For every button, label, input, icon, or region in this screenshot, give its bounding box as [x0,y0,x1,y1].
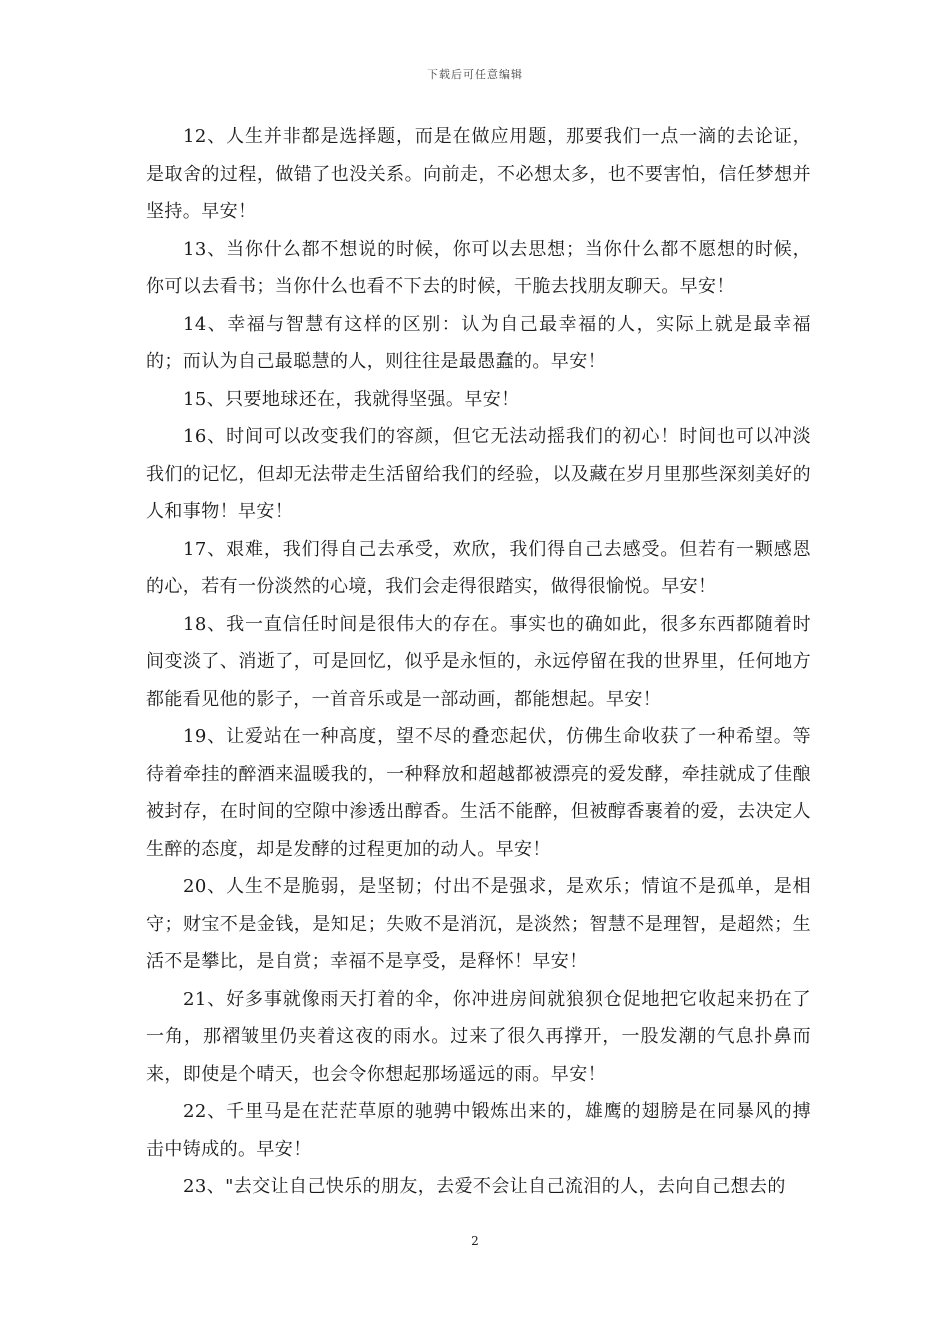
paragraph-16: 16、时间可以改变我们的容颜，但它无法动摇我们的初心！时间也可以冲淡我们的记忆，但却无法带走生活留给我们的经验，以及藏在岁月里那些深刻美好的人和事物！早安！ [146,426,811,522]
page-number: 2 [471,1234,479,1248]
paragraph-12: 12、人生并非都是选择题，而是在做应用题，那要我们一点一滴的去论证，是取舍的过程，做错了也没关系。向前走，不必想太多，也不要害怕，信任梦想并坚持。早安！ [146,126,811,222]
paragraph-22: 22、千里马是在茫茫草原的驰骋中锻炼出来的，雄鹰的翅膀是在同暴风的搏击中铸成的。早安！ [146,1101,811,1160]
paragraph-18: 18、我一直信任时间是很伟大的存在。事实也的确如此，很多东西都随着时间变淡了、消逝了，可是回忆，似乎是永恒的，永远停留在我的世界里，任何地方都能看见他的影子，一首音乐或是一部动画，都能想起。早安！ [146,613,811,710]
paragraph-13: 13、当你什么都不想说的时候，你可以去思想；当你什么都不愿想的时候，你可以去看书；当你什么也看不下去的时候，干脆去找朋友聊天。早安！ [146,238,811,297]
document-body [146,118,811,1206]
paragraph-20: 20、人生不是脆弱，是坚韧；付出不是强求，是欢乐；情谊不是孤单，是相守；财宝不是金钱，是知足；失败不是消沉，是淡然；智慧不是理智，是超然；生活不是攀比，是自赏；幸福不是享受，是释怀！早安！ [146,876,811,972]
paragraph-17: 17、艰难，我们得自己去承受，欢欣，我们得自己去感受。但若有一颗感恩的心，若有一份淡然的心境，我们会走得很踏实，做得很愉悦。早安！ [146,538,811,597]
paragraph-23: 23、"去交让自己快乐的朋友，去爱不会让自己流泪的人，去向自己想去的 [183,1176,786,1197]
paragraph-15: 15、只要地球还在，我就得坚强。早安！ [183,388,520,410]
page-header: 下载后可任意编辑 [427,68,523,81]
paragraph-19: 19、让爱站在一种高度，望不尽的叠恋起伏，仿佛生命收获了一种希望。等待着牵挂的醉酒来温暖我的，一种释放和超越都被漂亮的爱发酵，牵挂就成了佳酿被封存，在时间的空隙中渗透出醇香。生活不能醉，但被醇香裹着的爱，去决定人生醉的态度，却是发酵的过程更加的动人。早安！ [146,726,811,860]
paragraph-14: 14、幸福与智慧有这样的区别：认为自己最幸福的人，实际上就是最幸福的；而认为自己最聪慧的人，则往往是最愚蠢的。早安！ [146,313,811,372]
paragraph-21: 21、好多事就像雨天打着的伞，你冲进房间就狼狈仓促地把它收起来扔在了一角，那褶皱里仍夹着这夜的雨水。过来了很久再撑开，一股发潮的气息扑鼻而来，即使是个晴天，也会令你想起那场遥远的雨。早安！ [146,988,811,1085]
